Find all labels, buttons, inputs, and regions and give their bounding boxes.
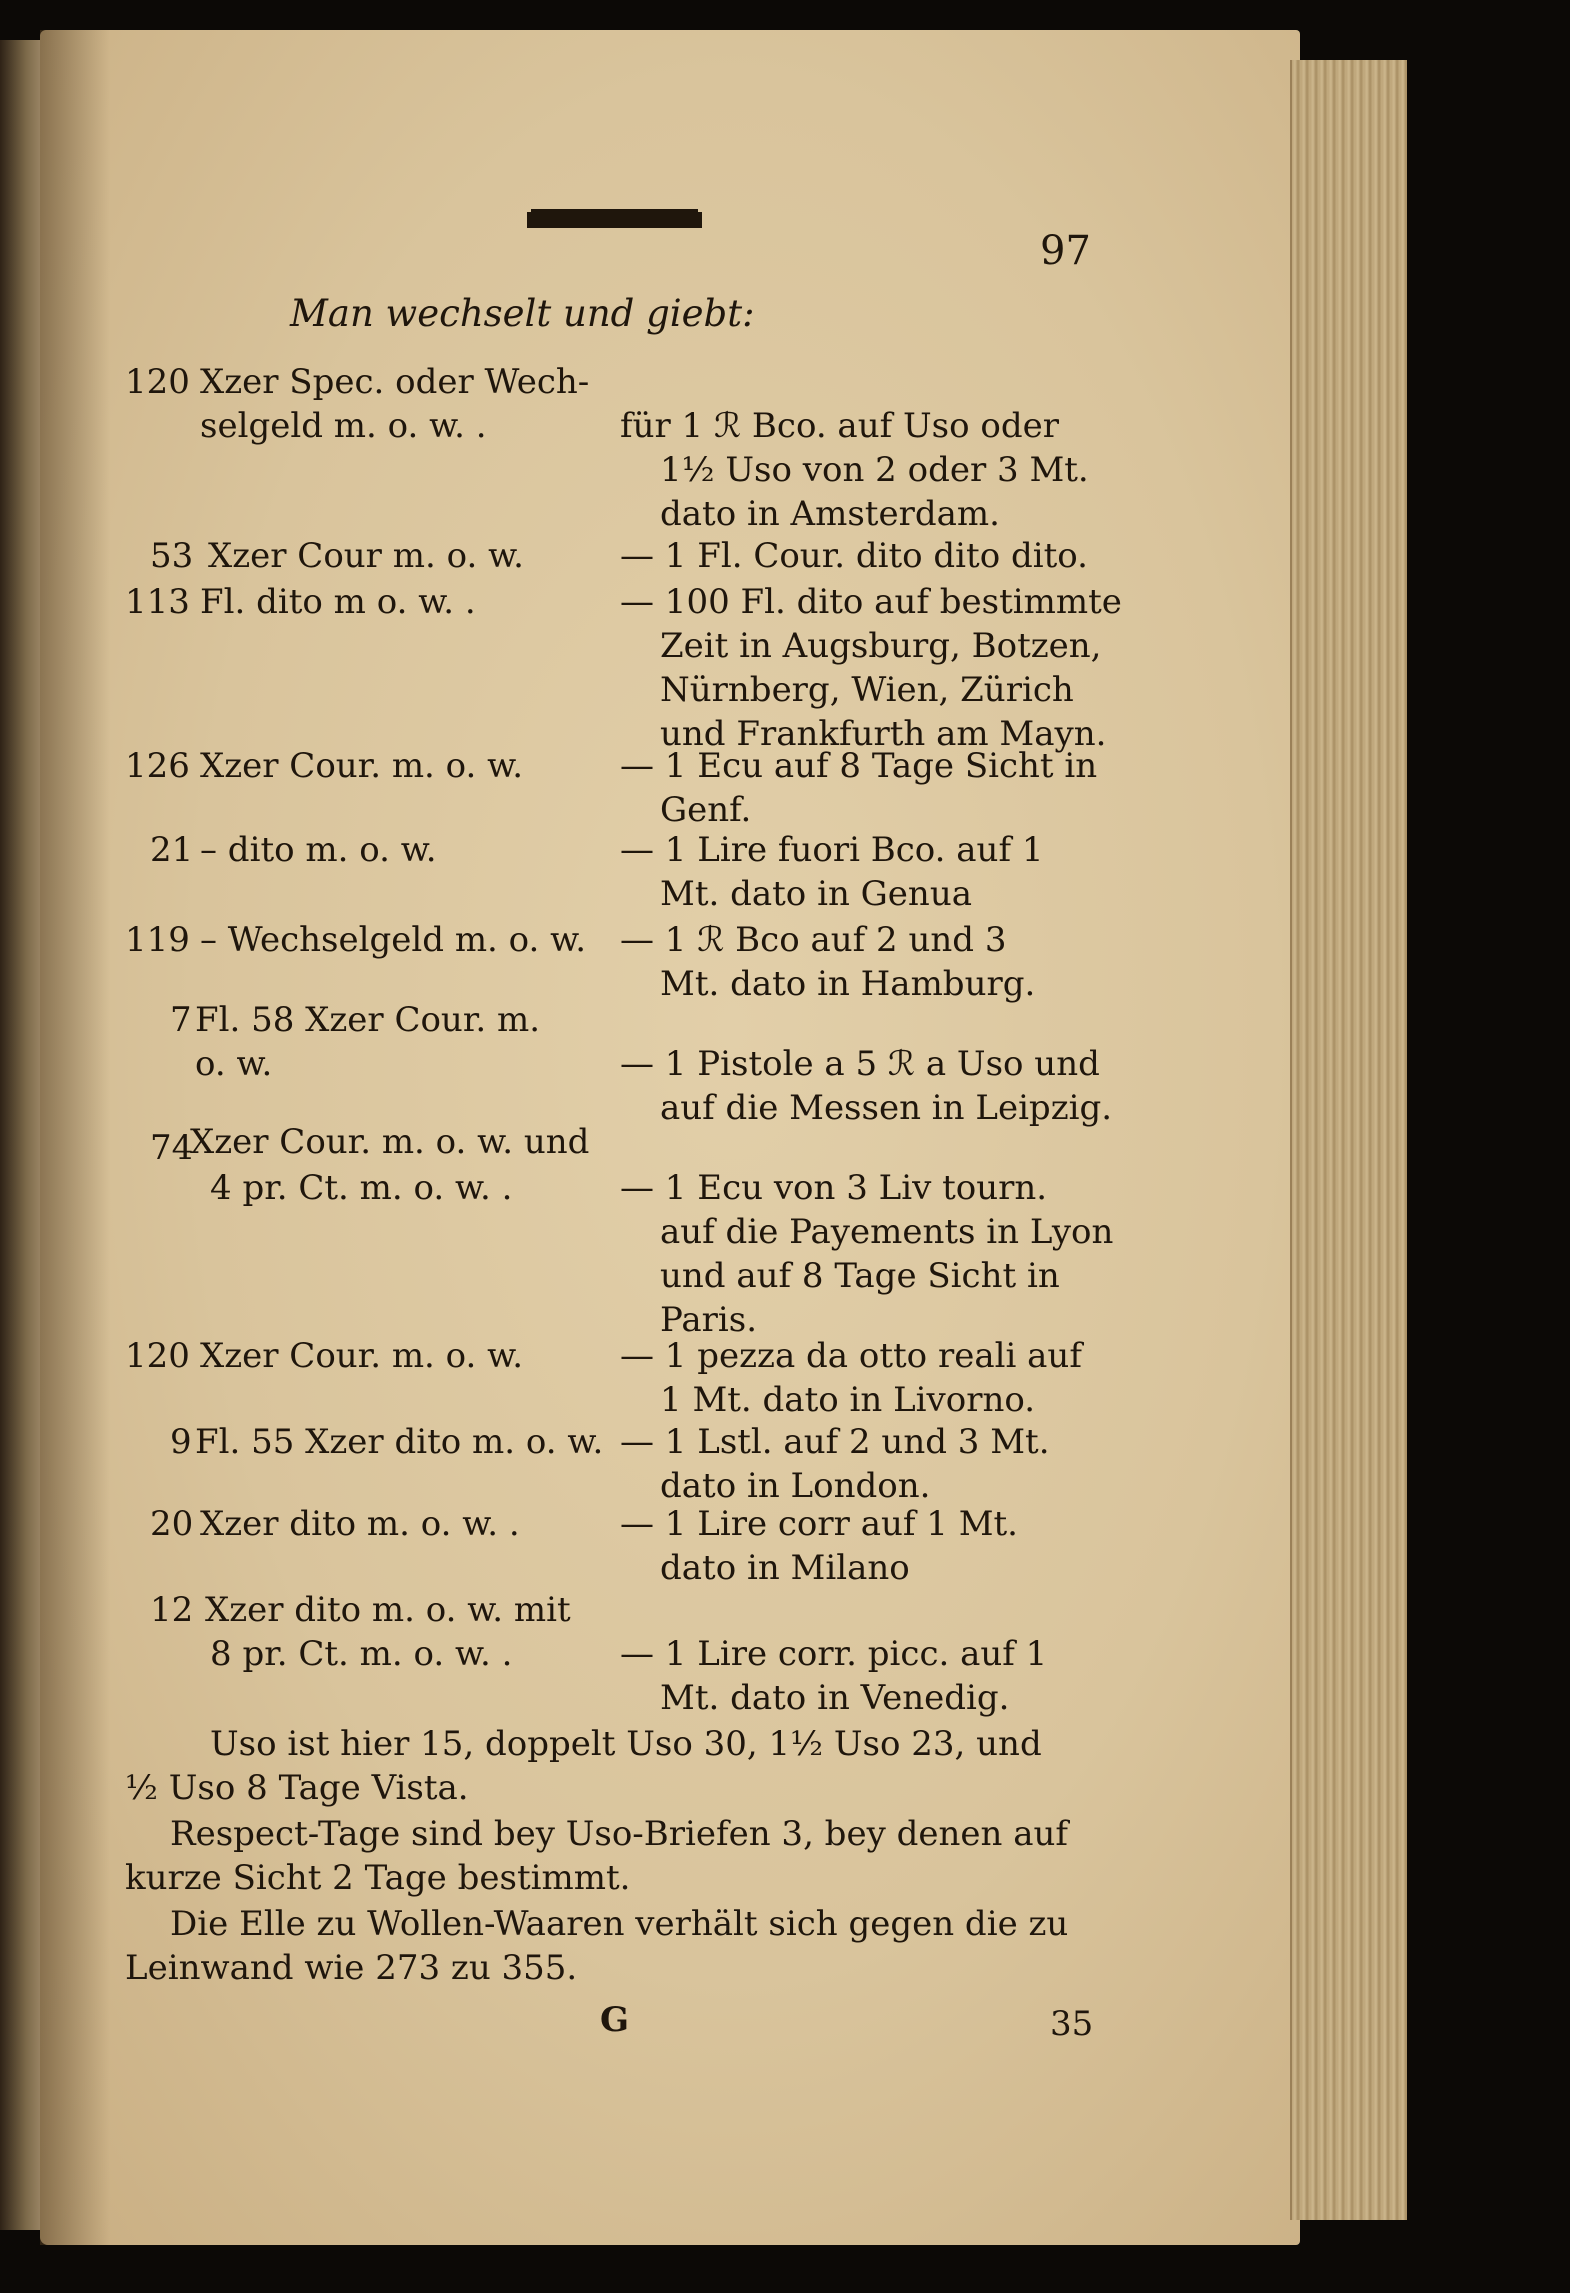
- entry-right-line: — 1 Ecu auf 8 Tage Sicht in: [620, 746, 1098, 786]
- entry-left-line: 4 pr. Ct. m. o. w. .: [210, 1168, 513, 1208]
- entry-number: 119: [125, 920, 190, 960]
- entry-number: 53: [150, 536, 194, 576]
- catchword: G: [600, 2000, 630, 2040]
- entry-right-line: dato in London.: [660, 1466, 931, 1506]
- entry-right-line: auf die Payements in Lyon: [660, 1212, 1114, 1252]
- entry-left-line: Xzer dito m. o. w. mit: [205, 1590, 571, 1630]
- entry-right-line: Mt. dato in Hamburg.: [660, 964, 1036, 1004]
- entry-right-line: und Frankfurth am Mayn.: [660, 714, 1107, 754]
- entry-right-line: Mt. dato in Venedig.: [660, 1678, 1010, 1718]
- entry-right-line: — 1 Lstl. auf 2 und 3 Mt.: [620, 1422, 1050, 1462]
- entry-right-line: und auf 8 Tage Sicht in: [660, 1256, 1060, 1296]
- entry-right-line: Nürnberg, Wien, Zürich: [660, 670, 1074, 710]
- entry-number: 113: [125, 582, 190, 622]
- header-rule: [527, 212, 702, 228]
- entry-right-line: — 100 Fl. dito auf bestimmte: [620, 582, 1122, 622]
- entry-left-line: Xzer Cour. m. o. w.: [200, 1336, 524, 1376]
- entry-right-line: für 1 ℛ Bco. auf Uso oder: [620, 406, 1059, 446]
- entry-right-line: dato in Amsterdam.: [660, 494, 1000, 534]
- section-heading: Man wechselt und giebt:: [290, 292, 755, 335]
- entry-right-line: — 1 pezza da otto reali auf: [620, 1336, 1082, 1376]
- entry-right-line: — 1 Pistole a 5 ℛ a Uso und: [620, 1044, 1100, 1084]
- entry-left-line: o. w.: [195, 1044, 273, 1084]
- page-number: 97: [1040, 228, 1091, 274]
- entry-left-line: Xzer Cour. m. o. w.: [200, 746, 524, 786]
- paragraph-line: Die Elle zu Wollen-Waaren verhält sich gegen die zu: [170, 1904, 1069, 1944]
- entry-right-line: — 1 ℛ Bco auf 2 und 3: [620, 920, 1007, 960]
- paragraph-line: Respect-Tage sind bey Uso-Briefen 3, bey denen auf: [170, 1814, 1068, 1854]
- entry-right-line: — 1 Lire corr auf 1 Mt.: [620, 1504, 1018, 1544]
- entry-number: 120: [125, 362, 190, 402]
- entry-right-line: — 1 Lire fuori Bco. auf 1: [620, 830, 1044, 870]
- entry-number: 9: [170, 1422, 192, 1462]
- entry-right-line: 1 Mt. dato in Livorno.: [660, 1380, 1036, 1420]
- entry-left-line: selgeld m. o. w. .: [200, 406, 487, 446]
- entry-right-line: Genf.: [660, 790, 752, 830]
- entry-right-line: — 1 Ecu von 3 Liv tourn.: [620, 1168, 1048, 1208]
- entry-left-line: 8 pr. Ct. m. o. w. .: [210, 1634, 513, 1674]
- binding-shadow: [40, 30, 110, 2245]
- entry-number: 12: [150, 1590, 194, 1630]
- entry-left-line: Xzer Cour m. o. w.: [208, 536, 524, 576]
- entry-left-line: – dito m. o. w.: [200, 830, 437, 870]
- entry-number: 74: [150, 1128, 194, 1168]
- entry-left-line: Xzer dito m. o. w. .: [200, 1504, 520, 1544]
- entry-left-line: Fl. 55 Xzer dito m. o. w.: [195, 1422, 604, 1462]
- entry-number: 21: [150, 830, 194, 870]
- entry-left-line: Xzer Spec. oder Wech-: [200, 362, 590, 402]
- paragraph-line: kurze Sicht 2 Tage bestimmt.: [125, 1858, 631, 1898]
- paragraph-line: ½ Uso 8 Tage Vista.: [125, 1768, 469, 1808]
- entry-right-line: — 1 Lire corr. picc. auf 1: [620, 1634, 1048, 1674]
- entry-number: 20: [150, 1504, 194, 1544]
- entry-number: 7: [170, 1000, 192, 1040]
- entry-right-line: 1½ Uso von 2 oder 3 Mt.: [660, 450, 1089, 490]
- entry-right-line: — 1 Fl. Cour. dito dito dito.: [620, 536, 1088, 576]
- entry-left-line: Fl. 58 Xzer Cour. m.: [195, 1000, 541, 1040]
- entry-left-line: – Wechselgeld m. o. w.: [200, 920, 587, 960]
- entry-right-line: Paris.: [660, 1300, 758, 1340]
- entry-right-line: dato in Milano: [660, 1548, 910, 1588]
- signature-mark: 35: [1050, 2004, 1094, 2044]
- paragraph-line: Uso ist hier 15, doppelt Uso 30, 1½ Uso 23, und: [210, 1724, 1042, 1764]
- entry-right-line: Mt. dato in Genua: [660, 874, 972, 914]
- entry-number: 126: [125, 746, 190, 786]
- entry-left-line: Xzer Cour. m. o. w. und: [190, 1122, 590, 1162]
- entry-number: 120: [125, 1336, 190, 1376]
- book-page-edges: [1290, 60, 1407, 2220]
- entry-right-line: Zeit in Augsburg, Botzen,: [660, 626, 1102, 666]
- entry-right-line: auf die Messen in Leipzig.: [660, 1088, 1113, 1128]
- entry-left-line: Fl. dito m o. w. .: [200, 582, 476, 622]
- paragraph-line: Leinwand wie 273 zu 355.: [125, 1948, 578, 1988]
